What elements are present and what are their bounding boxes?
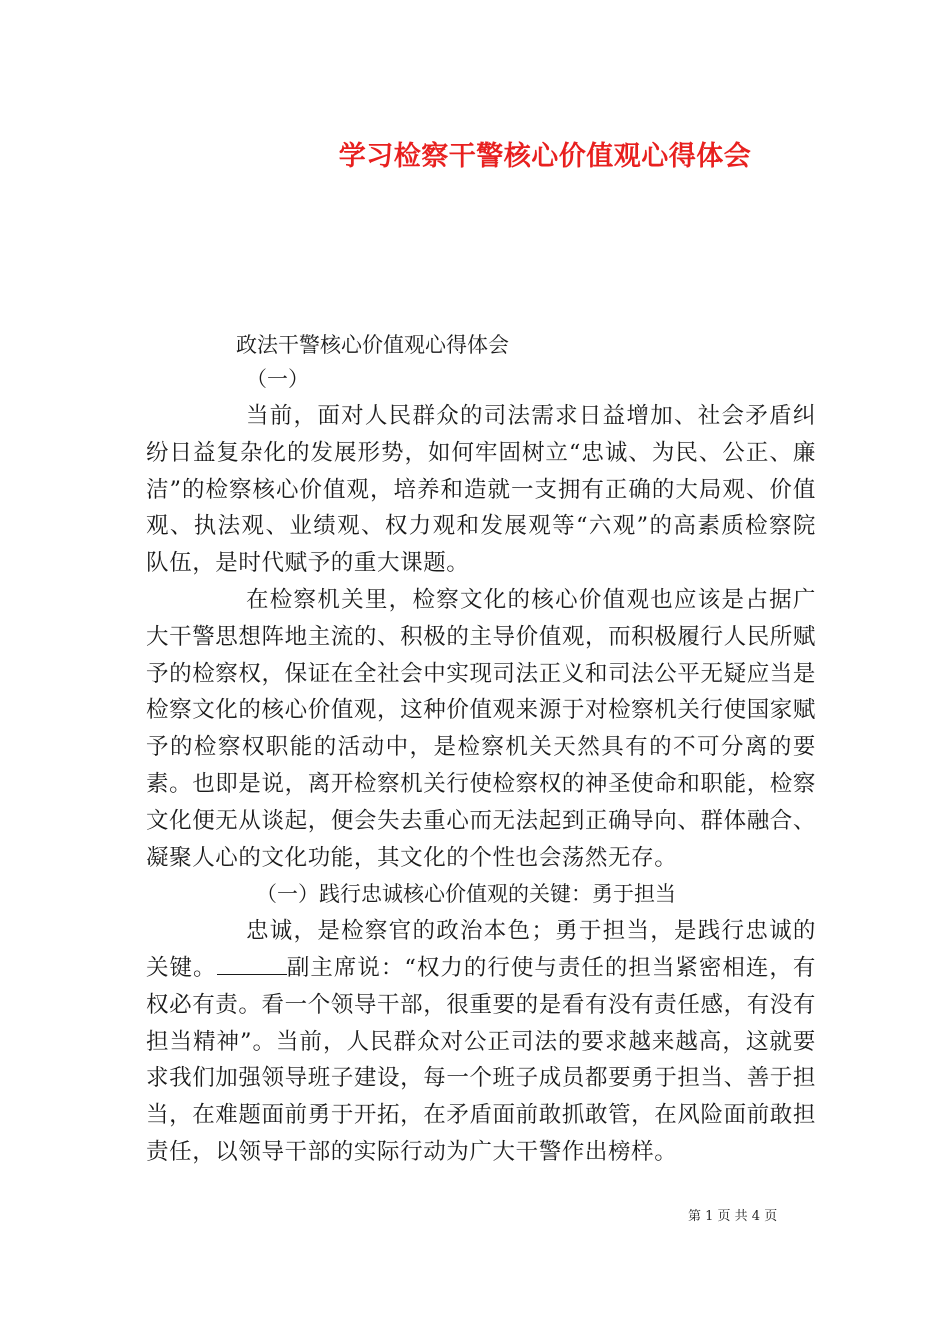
paragraph-3-part-1: 忠诚，是检察官的政治本色；勇于担当，是践行忠诚的关键。 xyxy=(146,918,816,981)
document-subtitle: 政法干警核心价值观心得体会 xyxy=(236,333,509,357)
paragraph-3 xyxy=(146,913,816,1171)
page-title: 学习检察干警核心价值观心得体会 xyxy=(338,141,752,172)
paragraph-3-part-2: 副主席说：“权力的行使与责任的担当紧密相连，有权必有责。看一个领导干部，很重要的是看有没有责任感，有没有担当精神”。当前，人民群众对公正司法的要求越来越高，这就要求我们加强领导班子建设，每一个班子成员都要勇于担当、善于担当，在难题面前勇于开拓，在矛盾面前敢抓敢管，在风险面前敢担责任，以领导干部的实际行动为广大干警作出榜样。 xyxy=(146,954,816,1165)
paragraph-1: 当前，面对人民群众的司法需求日益增加、社会矛盾纠纷日益复杂化的发展形势，如何牢固树立“忠诚、为民、公正、廉洁”的检察核心价值观，培养和造就一支拥有正确的大局观、价值观、执法观、业绩观、权力观和发展观等“六观”的高素质检察院队伍，是时代赋予的重大课题。 xyxy=(146,403,816,577)
paragraph-2: 在检察机关里，检察文化的核心价值观也应该是占据广大干警思想阵地主流的、积极的主导价值观，而积极履行人民所赋予的检察权，保证在全社会中实现司法正义和司法公平无疑应当是检察文化的核心价值观，这种价值观来源于对检察机关行使国家赋予的检察权职能的活动中，是检察机关天然具有的不可分离的要素。也即是说，离开检察机关行使检察权的神圣使命和职能，检察文化便无从谈起，便会失去重心而无法起到正确导向、群体融合、凝聚人心的文化功能，其文化的个性也会荡然无存。 xyxy=(146,586,816,871)
document-body xyxy=(146,398,816,1171)
section-heading: （一）践行忠诚核心价值观的关键：勇于担当 xyxy=(256,882,676,907)
blank-underline xyxy=(217,954,287,975)
page-footer: 第 1 页 共 4 页 xyxy=(688,1209,778,1224)
section-number: （一） xyxy=(246,367,309,391)
